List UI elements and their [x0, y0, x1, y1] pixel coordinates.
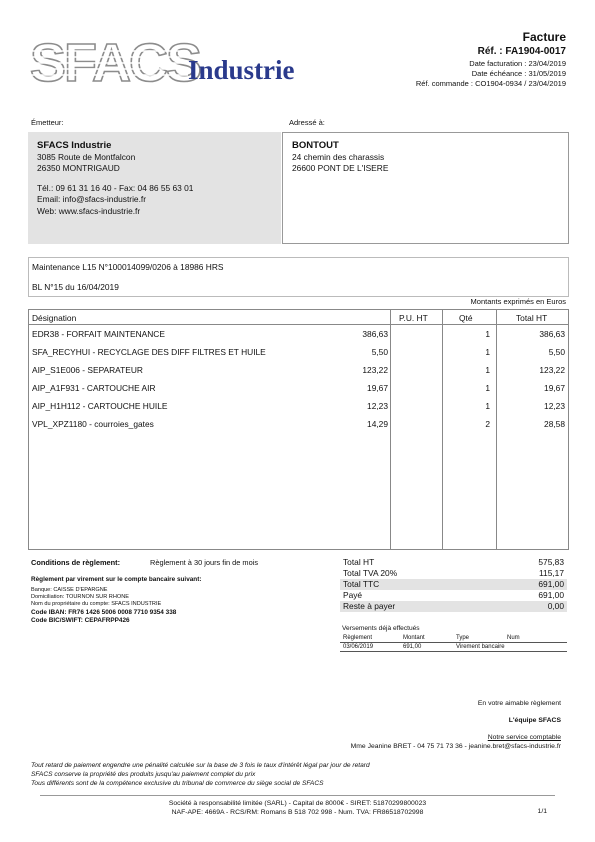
page-number: 1/1	[537, 808, 547, 815]
row-designation: AIP_A1F931 - CARTOUCHE AIR	[32, 383, 156, 393]
footer-line-1: Société à responsabilité limitée (SARL) - Capital de 8000€ - SIRET: 51870299800023	[168, 800, 427, 807]
row-unit-price: 5,50	[371, 347, 388, 357]
row-unit-price: 19,67	[367, 383, 388, 393]
row-total: 12,23	[544, 401, 565, 411]
total-row	[340, 601, 567, 612]
payments-divider	[340, 651, 567, 652]
greeting: En votre aimable règlement	[477, 700, 561, 707]
document-title: Facture	[522, 30, 566, 44]
team-signature: L'équipe SFACS	[508, 717, 561, 724]
recipient-name: BONTOUT	[292, 140, 339, 151]
header-designation: Désignation	[32, 313, 77, 323]
row-unit-price: 123,22	[362, 365, 388, 375]
total-row	[340, 568, 567, 579]
payments-header-amount: Montant	[403, 635, 425, 641]
accounting-contact: Mme Jeanine BRET - 04 75 71 73 36 - jeanine.bret@sfacs-industrie.fr	[350, 743, 561, 750]
bank-domiciliation: Domiciliation: TOURNON SUR RHONE	[31, 594, 130, 601]
row-designation: AIP_H1H112 - CARTOUCHE HUILE	[32, 401, 168, 411]
total-label: Total TVA 20%	[343, 568, 398, 578]
currency-note: Montants exprimés en Euros	[470, 297, 566, 306]
account-owner: Nom du propriétaire du compte: SFACS INDUSTRIE	[31, 601, 162, 608]
header-unit-price: P.U. HT	[399, 313, 428, 323]
table-row	[29, 379, 568, 397]
logo-graphic	[28, 33, 318, 93]
row-designation: SFA_RECYHUI - RECYCLAGE DES DIFF FILTRES ET HUILE	[32, 347, 266, 357]
header-total: Total HT	[516, 313, 548, 323]
row-total: 386,63	[539, 329, 565, 339]
row-designation: VPL_XPZ1180 - courroies_gates	[32, 419, 154, 429]
row-unit-price: 386,63	[362, 329, 388, 339]
row-total: 19,67	[544, 383, 565, 393]
total-label: Total HT	[343, 557, 375, 567]
legal-line-3: Tous différents sont de la compétence exclusive du tribunal de commerce du siège social de SFACS	[31, 780, 324, 787]
document-reference: Réf. : FA1904-0017	[477, 46, 566, 57]
conditions-label: Conditions de règlement:	[31, 558, 121, 567]
emitter-phone: Tél.: 09 61 31 16 40 - Fax: 04 86 55 63 01	[37, 182, 194, 193]
total-label: Reste à payer	[343, 601, 396, 611]
emitter-city: 26350 MONTRIGAUD	[37, 163, 120, 173]
emitter-email: Email: info@sfacs-industrie.fr	[37, 194, 147, 204]
footer-line-2: NAF-APE: 4669A - RCS/RM: Romans B 518 702 998 - Num. TVA: FR86518702998	[171, 809, 424, 816]
row-quantity: 1	[485, 401, 490, 411]
row-quantity: 2	[485, 419, 490, 429]
row-quantity: 1	[485, 329, 490, 339]
header-quantity: Qté	[459, 313, 473, 323]
emitter-label: Émetteur:	[31, 118, 64, 127]
document-header	[316, 30, 566, 89]
payments-header-type: Type	[456, 635, 470, 641]
bank-name: Banque: CAISSE D'EPARGNE	[31, 587, 108, 593]
total-value: 115,17	[539, 568, 564, 578]
due-date: Date échéance : 31/05/2019	[471, 69, 566, 78]
transfer-title: Règlement par virement sur le compte bancaire suivant:	[31, 576, 202, 583]
row-designation: AIP_S1E006 - SEPARATEUR	[32, 365, 143, 375]
row-total: 123,22	[539, 365, 565, 375]
total-value: 575,83	[538, 557, 564, 567]
bic: Code BIC/SWIFT: CEPAFRPP426	[31, 616, 130, 624]
row-total: 5,50	[548, 347, 565, 357]
row-unit-price: 12,23	[367, 401, 388, 411]
accounting-service: Notre service comptable	[487, 734, 561, 741]
total-row	[340, 557, 567, 568]
payments-divider	[340, 642, 567, 643]
row-unit-price: 14,29	[367, 419, 388, 429]
total-value: 691,00	[538, 590, 564, 600]
legal-line-2: SFACS conserve la propriété des produits jusqu'au paiement complet du prix	[31, 771, 256, 778]
items-table	[28, 309, 569, 550]
order-reference: Réf. commande : CO1904-0934 / 23/04/2019	[415, 79, 566, 88]
invoice-date: Date facturation : 23/04/2019	[469, 59, 566, 68]
row-total: 28,58	[544, 419, 565, 429]
payment-date: 03/06/2019	[343, 644, 374, 650]
payments-header-num: Num	[507, 635, 520, 641]
recipient-box	[282, 132, 569, 244]
conditions-value: Règlement à 30 jours fin de mois	[150, 558, 259, 567]
company-logo	[28, 33, 318, 93]
total-row	[340, 590, 567, 601]
total-row	[340, 579, 567, 590]
table-row	[29, 343, 568, 361]
iban: Code IBAN: FR76 1426 5006 0008 7710 9354 338	[31, 608, 177, 616]
footer	[0, 799, 595, 817]
logo-word: Industrie	[188, 55, 295, 85]
emitter-name: SFACS Industrie	[37, 140, 112, 151]
table-row	[29, 415, 568, 433]
bank-details	[31, 587, 176, 625]
legal-line-1: Tout retard de paiement engendre une pénalité calculée sur la base de 3 fois le taux d'intérêt légal par jour de retard	[31, 762, 370, 769]
legal-notes	[31, 761, 370, 788]
row-quantity: 1	[485, 347, 490, 357]
payments-done-table	[340, 635, 567, 653]
notes-box	[28, 257, 569, 297]
totals-box	[340, 557, 567, 613]
payment-type: Virement bancaire	[456, 644, 505, 650]
recipient-street: 24 chemin des charassis	[292, 151, 385, 162]
row-designation: EDR38 - FORFAIT MAINTENANCE	[32, 329, 165, 339]
payments-done-title: Versements déjà effectués	[342, 625, 420, 632]
payments-header-date: Règlement	[343, 635, 373, 641]
row-quantity: 1	[485, 383, 490, 393]
recipient-city: 26600 PONT DE L'ISERE	[292, 163, 389, 173]
emitter-box	[28, 132, 281, 244]
logo-mark: SFACS	[30, 33, 201, 93]
total-value: 691,00	[538, 579, 564, 589]
total-label: Total TTC	[343, 579, 380, 589]
footer-divider	[40, 795, 555, 796]
payment-amount: 691,00	[403, 644, 422, 650]
emitter-street: 3085 Route de Montfalcon	[37, 151, 136, 162]
emitter-web: Web: www.sfacs-industrie.fr	[37, 205, 141, 216]
recipient-label: Adressé à:	[289, 118, 325, 127]
table-row	[29, 325, 568, 343]
total-label: Payé	[343, 590, 363, 600]
total-value: 0,00	[547, 601, 564, 611]
row-quantity: 1	[485, 365, 490, 375]
notes-line-1: Maintenance L15 N°100014099/0206 à 18986 HRS	[32, 262, 224, 272]
table-row	[29, 397, 568, 415]
notes-line-2: BL N°15 du 16/04/2019	[32, 282, 119, 292]
table-row	[29, 361, 568, 379]
